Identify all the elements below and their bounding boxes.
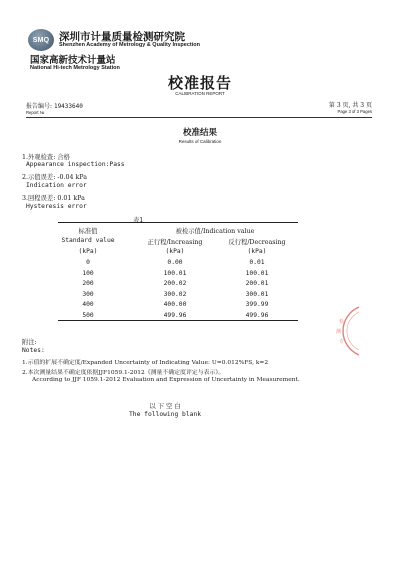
- table-unit-decreasing: (kPa): [247, 248, 267, 255]
- table-group-header: 被检示值/Indication value: [175, 228, 255, 235]
- svg-text:测: 测: [336, 329, 342, 335]
- note-1: 1.示值的扩展不确定度/Expanded Uncertainty of Indicating Value: U=0.012%FS, k=2: [22, 360, 269, 366]
- station-name-cn: 国家高新技术计量站: [30, 55, 116, 66]
- table-cell-standard: 400: [82, 301, 94, 308]
- result-item-error: 2.示值误差: -0.04 kPa: [22, 174, 87, 181]
- table-cell-increasing: 499.96: [163, 311, 187, 319]
- result-item-error-en: Indication error: [26, 182, 87, 189]
- table-bottom-rule: [58, 320, 298, 321]
- report-title-en: CALIBRATION REPORT: [175, 91, 225, 96]
- table-cell-decreasing: 399.99: [245, 301, 269, 308]
- blank-marker-cn: 以 下 空 白: [149, 403, 181, 410]
- report-title-cn: 校准报告: [167, 74, 232, 92]
- note-2: 2.本次测量结果不确定度依据JJF1059.1-2012《测量不确定度评定与表示》。: [22, 370, 225, 376]
- table-top-rule: [58, 222, 298, 223]
- station-name-en: National Hi-tech Metrology Station: [30, 65, 120, 71]
- table-cell-decreasing: 200.01: [245, 280, 269, 287]
- table-cell-increasing: 200.02: [163, 280, 187, 287]
- svg-text:检: 检: [339, 319, 345, 325]
- table-cell-standard: 300: [82, 290, 94, 298]
- notes-label-cn: 附注:: [22, 339, 37, 346]
- results-title-cn: 校准结果: [182, 128, 217, 138]
- blank-marker-en: The following blank: [128, 411, 202, 418]
- org-name-en: Shenzhen Academy of Metrology & Quality Inspection: [59, 42, 200, 48]
- table-cell-decreasing: 100.01: [245, 269, 269, 277]
- table-col-standard-cn: 标准值: [78, 228, 98, 235]
- table-col-decreasing: 反行程/Decreasing: [228, 239, 286, 246]
- table-cell-standard: 0: [86, 259, 90, 266]
- result-item-appearance: 1.外观检查: 合格: [22, 154, 70, 161]
- table-cell-decreasing: 300.01: [245, 290, 269, 298]
- report-number-value: 19433640: [53, 103, 83, 110]
- table-cell-decreasing: 499.96: [245, 311, 269, 319]
- org-name-cn: 深圳市计量质量检测研究院: [59, 31, 185, 43]
- result-item-appearance-en: Appearance inspection:Pass: [26, 161, 125, 168]
- table-cell-increasing: 300.02: [163, 290, 187, 298]
- result-item-hysteresis-en: Hysteresis error: [26, 203, 87, 210]
- table-caption: 表1: [133, 217, 144, 224]
- table-cell-increasing: 0.00: [167, 259, 183, 266]
- seal-stamp: [331, 303, 359, 359]
- table-unit-standard: (kPa): [78, 248, 98, 255]
- table-cell-increasing: 400.00: [163, 301, 187, 308]
- notes-label-en: Notes:: [22, 347, 45, 354]
- report-number-en: Report №: [26, 110, 45, 115]
- svg-text:专: 专: [339, 339, 345, 345]
- table-cell-standard: 100: [82, 269, 94, 277]
- result-item-hysteresis: 3.回程误差: 0.01 kPa: [22, 195, 85, 202]
- table-col-standard-en: Standard value: [61, 237, 115, 244]
- page-info-en: Page 3 of 3 Pages: [337, 109, 372, 114]
- table-cell-decreasing: 0.01: [249, 259, 265, 266]
- institute-logo: SMQ: [28, 29, 54, 51]
- page-info-cn: 第 3 页, 共 3 页: [328, 102, 372, 109]
- table-cell-standard: 500: [82, 311, 94, 319]
- report-number-label: 报告编号:: [26, 103, 53, 110]
- header-divider: [26, 117, 372, 118]
- note-3: According to JJF 1059.1-2012 Evaluation and Expression of Uncertainty in Measurement.: [32, 377, 300, 383]
- results-title-en: Results of Calibration: [178, 139, 222, 144]
- table-col-increasing: 正行程/Increasing: [147, 239, 203, 246]
- table-unit-increasing: (kPa): [165, 248, 185, 255]
- table-cell-increasing: 100.01: [163, 269, 187, 277]
- report-number: [26, 101, 83, 110]
- table-cell-standard: 200: [82, 280, 94, 287]
